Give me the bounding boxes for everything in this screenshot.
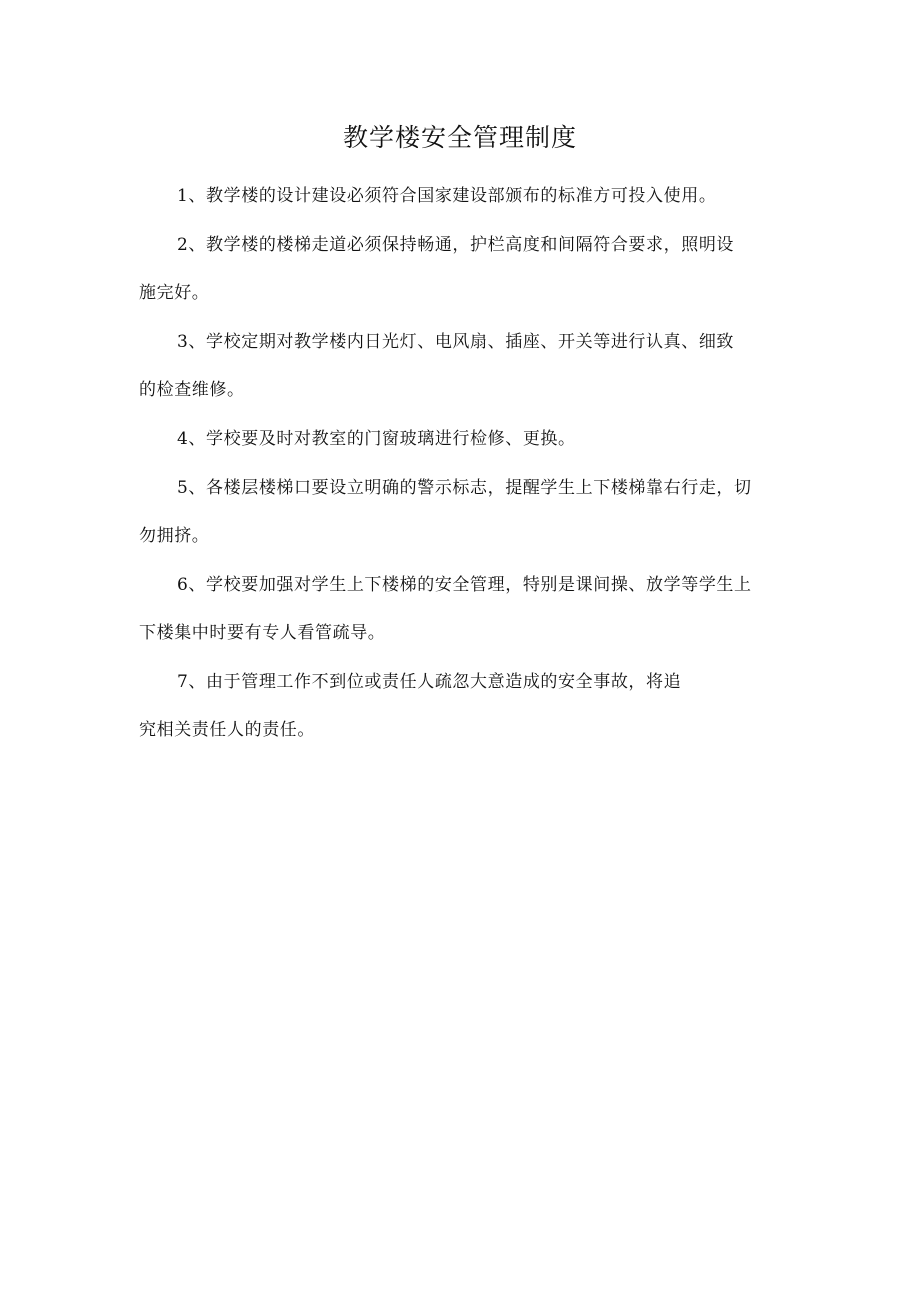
paragraph-5 <box>139 464 787 560</box>
paragraph-line: 6、学校要加强对学生上下楼梯的安全管理，特别是课间操、放学等学生上 <box>177 575 752 595</box>
paragraph-line-continued: 下楼集中时要有专人看管疏导。 <box>139 623 386 643</box>
paragraph-3 <box>139 318 787 414</box>
paragraph-line-continued: 施完好。 <box>139 283 210 303</box>
paragraph-line-continued: 的检查维修。 <box>139 380 245 400</box>
paragraph-line: 4、学校要及时对教室的门窗玻璃进行检修、更换。 <box>177 429 576 449</box>
document-title: 教学楼安全管理制度 <box>342 123 577 152</box>
paragraph-line: 7、由于管理工作不到位或责任人疏忽大意造成的安全事故，将追 <box>177 672 682 692</box>
paragraph-line-continued: 勿拥挤。 <box>139 526 210 546</box>
document-body <box>139 172 787 754</box>
paragraph-7 <box>139 658 787 754</box>
paragraph-line-continued: 究相关责任人的责任。 <box>139 720 315 740</box>
paragraph-4 <box>139 415 787 463</box>
paragraph-line: 1、教学楼的设计建设必须符合国家建设部颁布的标准方可投入使用。 <box>177 186 717 206</box>
paragraph-line: 3、学校定期对教学楼内日光灯、电风扇、插座、开关等进行认真、细致 <box>177 332 735 352</box>
paragraph-2 <box>139 221 787 317</box>
paragraph-1 <box>139 172 787 220</box>
paragraph-6 <box>139 561 787 657</box>
paragraph-line: 5、各楼层楼梯口要设立明确的警示标志，提醒学生上下楼梯靠右行走，切 <box>177 478 752 498</box>
paragraph-line: 2、教学楼的楼梯走道必须保持畅通，护栏高度和间隔符合要求，照明设 <box>177 235 735 255</box>
